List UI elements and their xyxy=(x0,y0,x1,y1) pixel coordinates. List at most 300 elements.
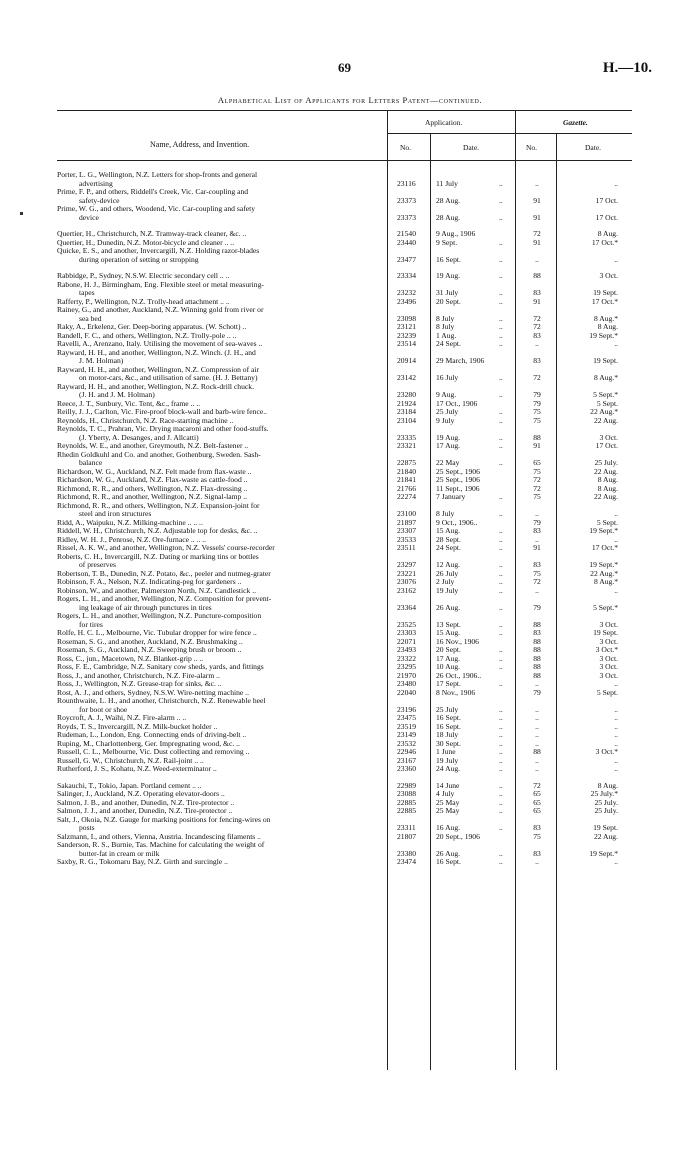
gazette-number: 91 xyxy=(533,296,541,306)
gazette-date: 8 Aug.* xyxy=(593,313,618,323)
applicant-line-1: Quicke, E. S., and another, Invercargill, N.Z. Holding razor-blades xyxy=(57,246,260,255)
application-date: 11 July xyxy=(436,178,458,188)
application-number: 21841 xyxy=(397,475,416,484)
application-date: 19 July xyxy=(436,755,459,765)
gazette-number: 75 xyxy=(533,831,541,841)
application-date: 16 Sept. xyxy=(436,713,461,722)
gazette-number: 83 xyxy=(533,823,541,832)
application-date: 17 Oct., 1906 xyxy=(436,398,478,408)
applicant-line-1: Ridd, A., Waipuku, N.Z. Milking-machine .. .. .. xyxy=(57,517,203,527)
application-number: 23322 xyxy=(397,653,416,663)
gazette-date: .. xyxy=(614,509,618,518)
application-date-leader: .. xyxy=(499,237,503,247)
gazette-number: 65 xyxy=(533,789,541,798)
applicant-line-1: Roseman, S. G., and another, Auckland, N.Z. Brushmaking .. xyxy=(57,636,243,646)
header-gazette-no: No. xyxy=(526,143,538,152)
gazette-date: .. xyxy=(614,738,618,748)
applicant-row xyxy=(0,697,700,714)
applicant-row xyxy=(0,841,700,858)
applicant-row xyxy=(0,816,700,833)
gazette-date: 8 Aug. xyxy=(597,483,618,493)
gazette-date: 3 Oct. xyxy=(599,636,618,646)
gazette-number: .. xyxy=(535,509,539,518)
application-date-leader: .. xyxy=(499,339,503,348)
applicant-line-1: Ross, J., Wellington, N.Z. Grease-trap for sinks, &c. .. xyxy=(57,679,222,688)
application-number: 22274 xyxy=(397,492,416,501)
subheader-rule xyxy=(387,133,632,134)
application-date-leader: .. xyxy=(499,492,503,501)
application-date: 24 Sept. xyxy=(436,339,461,348)
application-date: 17 Aug. xyxy=(436,441,461,450)
gazette-date: 22 Aug. xyxy=(593,492,618,501)
applicant-line-1: Roycroft, A. J., Waihi, N.Z. Fire-alarm .. .. xyxy=(57,713,187,722)
application-number: 23167 xyxy=(397,755,416,765)
application-date-leader: .. xyxy=(499,509,503,518)
application-number: 23239 xyxy=(397,330,416,340)
applicant-line-2: safety-device xyxy=(79,195,120,205)
gazette-number: 79 xyxy=(533,398,541,408)
application-number: 23307 xyxy=(397,526,416,535)
gazette-number: 75 xyxy=(533,492,541,501)
document-reference: H.—10. xyxy=(602,60,652,76)
gazette-date: 5 Sept.* xyxy=(593,390,618,399)
application-number: 22875 xyxy=(397,458,416,467)
application-date-leader: .. xyxy=(499,288,503,297)
application-number: 20914 xyxy=(397,356,416,365)
application-number: 22040 xyxy=(397,687,416,697)
applicant-line-2: during operation of setting or stropping xyxy=(79,254,199,264)
applicant-line-1: Reynolds, W. E., and another, Greymouth, N.Z. Belt-fastener .. xyxy=(57,441,249,450)
applicant-line-1: Ridley, W. H. J., Penrose, N.Z. Ore-furnace .. .. .. xyxy=(57,534,207,544)
applicant-line-2: for boot or shoe xyxy=(79,704,128,714)
applicant-name-invention xyxy=(57,595,385,612)
applicant-line-2: advertising xyxy=(79,178,113,188)
applicant-line-1: Reece, J. T., Sunbury, Vic. Tent, &c., frame .. .. xyxy=(57,398,201,408)
applicant-name-invention xyxy=(57,205,385,222)
application-date-leader: .. xyxy=(499,195,503,205)
applicant-row xyxy=(0,247,700,264)
application-date-leader: .. xyxy=(499,738,503,748)
application-date-leader: .. xyxy=(499,713,503,722)
application-date-leader: .. xyxy=(499,662,503,671)
applicant-line-1: Sanderson, R. S., Burnie, Tas. Machine for calculating the weight of xyxy=(57,840,265,849)
gazette-date: .. xyxy=(614,254,618,264)
application-date-leader: .. xyxy=(499,602,503,612)
gazette-date: 17 Oct.* xyxy=(591,296,618,306)
application-number: 23311 xyxy=(397,823,416,832)
application-number: 23297 xyxy=(397,560,416,569)
application-number: 23532 xyxy=(397,738,416,748)
gazette-number: 75 xyxy=(533,568,541,578)
gazette-number: 91 xyxy=(533,195,541,205)
applicant-name-invention xyxy=(57,247,385,264)
applicant-line-1: Russell, C. L., Melbourne, Vic. Dust collecting and removing .. xyxy=(57,747,250,756)
applicant-row xyxy=(0,425,700,442)
applicant-line-1: Roseman, S. G., Auckland, N.Z. Sweeping brush or broom .. xyxy=(57,645,242,654)
gazette-date: 8 Aug. xyxy=(597,780,618,790)
application-number: 23477 xyxy=(397,254,416,264)
gazette-number: 79 xyxy=(533,602,541,612)
application-date-leader: .. xyxy=(499,407,503,416)
gazette-date: .. xyxy=(614,704,618,714)
applicant-line-2: (J. H. and J. M. Holman) xyxy=(79,390,155,399)
header-bottom-rule xyxy=(57,160,632,161)
applicant-line-1: Rogers, L. H., and another, Wellington, N.Z. Puncture-composition xyxy=(57,611,262,620)
application-date: 8 July xyxy=(436,313,455,323)
gazette-date: 22 Aug. xyxy=(593,466,618,476)
application-date: 9 Aug. xyxy=(436,390,457,399)
applicant-row xyxy=(0,205,700,222)
application-number: 23196 xyxy=(397,704,416,714)
applicant-line-1: Prime, W. G., and others, Woodend, Vic. Car-coupling and safety xyxy=(57,204,256,213)
application-number: 23100 xyxy=(397,509,416,518)
application-date: 9 Aug., 1906 xyxy=(436,229,476,238)
applicant-line-1: Reynolds, H., Christchurch, N.Z. Race-starting machine .. xyxy=(57,415,234,425)
gazette-number: 65 xyxy=(533,797,541,807)
application-date-leader: .. xyxy=(499,789,503,798)
applicant-line-2: for tires xyxy=(79,619,103,629)
gazette-date: 3 Oct. xyxy=(599,619,618,629)
application-date-leader: .. xyxy=(499,254,503,264)
application-number: 23116 xyxy=(397,178,416,188)
application-number: 21807 xyxy=(397,831,416,841)
application-date: 22 May xyxy=(436,458,460,467)
gazette-number: .. xyxy=(535,857,539,866)
application-date: 26 Aug. xyxy=(436,602,461,612)
application-date-leader: .. xyxy=(499,857,503,866)
application-number: 23184 xyxy=(397,407,416,416)
application-date: 20 Sept., 1906 xyxy=(436,831,480,841)
applicant-name-invention xyxy=(57,188,385,205)
application-number: 22885 xyxy=(397,806,416,815)
gazette-number: 91 xyxy=(533,441,541,450)
gazette-date: 17 Oct.* xyxy=(591,237,618,247)
applicant-name-invention xyxy=(57,502,385,519)
gazette-number: 88 xyxy=(533,645,541,654)
application-number: 23232 xyxy=(397,288,416,297)
application-date: 9 Oct., 1906.. xyxy=(436,517,478,527)
gazette-date: .. xyxy=(614,764,618,773)
application-date: 25 July xyxy=(436,407,459,416)
application-date: 30 Sept. xyxy=(436,738,461,748)
application-date: 12 Aug. xyxy=(436,560,461,569)
applicant-line-1: Rissel, A. K. W., and another, Wellington, N.Z. Vessels' course-recorder xyxy=(57,543,275,552)
gazette-date: 3 Oct. xyxy=(599,432,618,442)
applicant-line-1: Rabone, H. J., Birmingham, Eng. Flexible steel or metal measuring- xyxy=(57,279,264,289)
applicant-line-2: J. M. Holman) xyxy=(79,356,124,365)
applicant-line-1: Rainey, G., and another, Auckland, N.Z. Winning gold from river or xyxy=(57,305,264,314)
application-date-leader: .. xyxy=(499,212,503,222)
applicant-row xyxy=(0,595,700,612)
application-number: 21970 xyxy=(397,670,416,680)
gazette-number: 83 xyxy=(533,288,541,297)
application-number: 23321 xyxy=(397,441,416,450)
application-number: 21840 xyxy=(397,466,416,476)
gazette-date: 5 Sept. xyxy=(596,398,618,408)
gazette-date: 19 Sept. xyxy=(593,288,618,297)
applicant-row xyxy=(0,349,700,366)
application-date: 11 Sept., 1906 xyxy=(436,483,480,493)
applicant-line-2: posts xyxy=(79,823,95,832)
application-number: 23162 xyxy=(397,585,416,595)
applicant-line-1: Rabbidge, P., Sydney, N.S.W. Electric secondary cell .. .. xyxy=(57,271,230,280)
application-date-leader: .. xyxy=(499,271,503,280)
application-date: 29 March, 1906 xyxy=(436,356,485,365)
applicant-line-2: balance xyxy=(79,458,103,467)
applicant-row xyxy=(0,765,700,774)
application-number: 23104 xyxy=(397,415,416,425)
applicant-row xyxy=(0,366,700,383)
gazette-number: 83 xyxy=(533,330,541,340)
applicant-line-1: Robinson, F. A., Nelson, N.Z. Indicating-peg for gardeners .. xyxy=(57,577,242,586)
applicant-line-1: Rogers, L. H., and another, Wellington, N.Z. Composition for prevent- xyxy=(57,594,272,603)
application-date-leader: .. xyxy=(499,322,503,331)
application-date-leader: .. xyxy=(499,534,503,544)
applicant-line-1: Rutherford, J. S., Kohatu, N.Z. Weed-exterminator .. xyxy=(57,764,217,773)
application-date-leader: .. xyxy=(499,704,503,714)
application-date-leader: .. xyxy=(499,764,503,773)
applicant-line-1: Salmon, J. B., and another, Dunedin, N.Z. Tire-protector .. xyxy=(57,797,235,807)
application-date-leader: .. xyxy=(499,526,503,535)
gazette-number: 83 xyxy=(533,628,541,637)
gazette-date: 8 Aug.* xyxy=(593,577,618,586)
gazette-number: 75 xyxy=(533,415,541,425)
application-date: 25 Sept., 1906 xyxy=(436,466,480,476)
gazette-date: .. xyxy=(614,679,618,688)
gazette-number: 88 xyxy=(533,619,541,629)
gazette-number: .. xyxy=(535,178,539,188)
application-number: 23098 xyxy=(397,313,416,323)
header-app-date: Date. xyxy=(463,143,480,152)
gazette-date: 25 July.* xyxy=(590,789,618,798)
header-top-rule xyxy=(57,110,632,111)
gazette-date: 19 Sept.* xyxy=(589,848,618,858)
gazette-number: 83 xyxy=(533,848,541,858)
application-date: 9 Sept. xyxy=(436,237,458,247)
gazette-number: 91 xyxy=(533,237,541,247)
application-date-leader: .. xyxy=(499,645,503,654)
applicant-line-1: Rayward, H. H., and another, Wellington, N.Z. Winch. (J. H., and xyxy=(57,347,256,357)
application-date-leader: .. xyxy=(499,806,503,815)
gazette-number: 88 xyxy=(533,670,541,680)
gazette-date: .. xyxy=(614,730,618,739)
applicant-line-1: Rayward, H. H., and another, Wellington, N.Z. Compression of air xyxy=(57,364,260,374)
applicant-line-1: Quertier, H., Dunedin, N.Z. Motor-bicycle and cleaner .. .. xyxy=(57,237,235,247)
application-date: 28 Aug. xyxy=(436,212,461,222)
gazette-number: 91 xyxy=(533,543,541,552)
gazette-number: 79 xyxy=(533,517,541,527)
application-date-leader: .. xyxy=(499,441,503,450)
applicant-line-2: butter-fat in cream or milk xyxy=(79,848,160,858)
applicant-line-2: sea bed xyxy=(79,313,102,323)
application-number: 23519 xyxy=(397,721,416,731)
page-number: 69 xyxy=(338,60,351,75)
applicant-name-invention xyxy=(57,171,385,188)
gazette-date: 25 July. xyxy=(594,797,618,807)
application-number: 21540 xyxy=(397,229,416,238)
application-number: 23364 xyxy=(397,602,416,612)
application-date: 4 July xyxy=(436,789,455,798)
application-date-leader: .. xyxy=(499,730,503,739)
application-number: 23149 xyxy=(397,730,416,739)
gazette-date: .. xyxy=(614,339,618,348)
applicant-line-1: Randell, F. C., and others, Wellington, N.Z. Trolly-pole .. .. xyxy=(57,330,237,340)
application-number: 23525 xyxy=(397,619,416,629)
gazette-date: 22 Aug.* xyxy=(590,568,618,578)
gazette-number: .. xyxy=(535,713,539,722)
application-number: 23121 xyxy=(397,322,416,331)
gazette-date: 19 Sept. xyxy=(593,628,618,637)
application-date: 24 Sept. xyxy=(436,543,461,552)
applicant-row xyxy=(0,612,700,629)
application-number: 22946 xyxy=(397,747,416,756)
application-date: 17 Aug. xyxy=(436,653,461,663)
gazette-number: 65 xyxy=(533,458,541,467)
gazette-number: 72 xyxy=(533,577,541,586)
gazette-number: 72 xyxy=(533,780,541,790)
application-date: 28 Aug. xyxy=(436,195,461,205)
gazette-number: .. xyxy=(535,534,539,544)
gazette-number: .. xyxy=(535,679,539,688)
application-date: 8 July xyxy=(436,322,455,331)
application-number: 23511 xyxy=(397,543,416,552)
applicant-line-1: Rost, A. J., and others, Sydney, N.S.W. Wire-netting machine .. xyxy=(57,687,249,697)
gazette-number: 83 xyxy=(533,526,541,535)
applicant-row xyxy=(0,451,700,468)
application-date: 15 Aug. xyxy=(436,628,461,637)
application-date-leader: .. xyxy=(499,568,503,578)
gazette-date: 19 Sept. xyxy=(593,356,618,365)
application-number: 23076 xyxy=(397,577,416,586)
application-date-leader: .. xyxy=(499,628,503,637)
application-date: 25 July xyxy=(436,704,459,714)
gazette-date: 3 Oct. xyxy=(599,271,618,280)
applicant-line-2: of preserves xyxy=(79,560,116,569)
application-number: 23280 xyxy=(397,390,416,399)
application-number: 23335 xyxy=(397,432,416,442)
applicant-line-1: Quertier, H., Christchurch, N.Z. Tramway-track cleaner, &c. .. xyxy=(57,229,247,238)
applicant-name-invention xyxy=(57,306,385,323)
applicant-line-1: Rafferty, P., Wellington, N.Z. Trolly-head attachment .. .. xyxy=(57,296,230,306)
application-date: 31 July xyxy=(436,288,459,297)
gazette-number: .. xyxy=(535,704,539,714)
application-date-leader: .. xyxy=(499,432,503,442)
gazette-number: 72 xyxy=(533,475,541,484)
application-date: 24 Aug. xyxy=(436,764,461,773)
application-number: 23440 xyxy=(397,237,416,247)
application-number: 23474 xyxy=(397,857,416,866)
gazette-date: 3 Oct. xyxy=(599,670,618,680)
applicant-line-1: Porter, L. G., Wellington, N.Z. Letters for shop-fronts and general xyxy=(57,170,258,179)
gazette-date: 19 Sept. xyxy=(593,823,618,832)
application-date: 20 Sept. xyxy=(436,645,461,654)
application-date: 10 Aug. xyxy=(436,662,461,671)
applicant-line-1: Ravelli, A., Arenzano, Italy. Utilising the movement of sea-waves .. xyxy=(57,339,263,348)
gazette-number: 88 xyxy=(533,662,541,671)
applicant-line-2: steel and iron structures xyxy=(79,509,152,518)
applicant-name-invention xyxy=(57,366,385,383)
applicants-list xyxy=(0,171,700,867)
gazette-number: .. xyxy=(535,585,539,595)
gazette-date: .. xyxy=(614,755,618,765)
gazette-number: 72 xyxy=(533,313,541,323)
application-date-leader: .. xyxy=(499,560,503,569)
gazette-date: 5 Sept.* xyxy=(593,602,618,612)
application-date: 17 Sept. xyxy=(436,679,461,688)
header-gazette-date: Date. xyxy=(585,143,602,152)
application-date-leader: .. xyxy=(499,458,503,467)
applicant-name-invention xyxy=(57,425,385,442)
gazette-date: 22 Aug. xyxy=(593,415,618,425)
application-date: 8 Nov., 1906 xyxy=(436,687,476,697)
gazette-date: 8 Aug. xyxy=(597,229,618,238)
application-date-leader: .. xyxy=(499,330,503,340)
application-date: 16 Sept. xyxy=(436,857,461,866)
applicant-name-invention xyxy=(57,765,385,774)
gazette-date: .. xyxy=(614,585,618,595)
gazette-date: 3 Oct. xyxy=(599,662,618,671)
applicant-line-1: Rayward, H. H., and another, Wellington, N.Z. Rock-drill chuck. xyxy=(57,381,254,391)
application-date: 25 May xyxy=(436,806,460,815)
application-date-leader: .. xyxy=(499,780,503,790)
gazette-date: 3 Oct.* xyxy=(595,747,618,756)
application-date: 20 Sept. xyxy=(436,296,461,306)
applicant-name-invention xyxy=(57,349,385,366)
gazette-number: 75 xyxy=(533,407,541,416)
application-date: 14 June xyxy=(436,780,460,790)
application-date-leader: .. xyxy=(499,679,503,688)
applicant-row xyxy=(0,171,700,188)
application-number: 23380 xyxy=(397,848,416,858)
application-date: 19 Aug. xyxy=(436,271,461,280)
application-date: 26 Oct., 1906.. xyxy=(436,670,482,680)
applicant-line-2: (J. Yberty, A. Desanges, and J. Allcatti) xyxy=(79,432,199,442)
application-number: 23142 xyxy=(397,373,416,382)
application-number: 23334 xyxy=(397,271,416,280)
applicant-name-invention xyxy=(57,553,385,570)
applicant-line-1: Riddell, W. H., Christchurch, N.Z. Adjustable top for desks, &c. .. xyxy=(57,526,258,535)
application-date-leader: .. xyxy=(499,797,503,807)
application-number: 23360 xyxy=(397,764,416,773)
application-date: 9 July xyxy=(436,415,455,425)
gazette-date: 17 Oct. xyxy=(595,441,618,450)
application-date: 16 Sept. xyxy=(436,721,461,731)
application-number: 23373 xyxy=(397,212,416,222)
gazette-date: 5 Sept. xyxy=(596,517,618,527)
application-date-leader: .. xyxy=(499,543,503,552)
gazette-number: .. xyxy=(535,738,539,748)
application-number: 22071 xyxy=(397,636,416,646)
application-date-leader: .. xyxy=(499,848,503,858)
applicant-name-invention xyxy=(57,451,385,468)
applicant-line-1: Royds, T. S., Invercargill, N.Z. Milk-bucket holder .. xyxy=(57,721,218,731)
applicant-line-1: Reynolds, T. C., Prahran, Vic. Drying macaroni and other food-stuffs. xyxy=(57,424,269,433)
header-app-no: No. xyxy=(400,143,412,152)
applicant-line-1: Robertson, T. B., Dunedin, N.Z. Potato, &c., peeler and nutmeg-grater xyxy=(57,568,271,578)
applicant-line-1: Rounthwaite, L. H., and another, Christchurch, N.Z. Renewable heel xyxy=(57,696,266,705)
gazette-date: 17 Oct. xyxy=(595,195,618,205)
gazette-number: .. xyxy=(535,254,539,264)
gazette-number: .. xyxy=(535,764,539,773)
gazette-date: 19 Sept.* xyxy=(589,560,618,569)
application-date: 18 July xyxy=(436,730,459,739)
gazette-number: 65 xyxy=(533,806,541,815)
gazette-number: 72 xyxy=(533,322,541,331)
gazette-date: 19 Sept.* xyxy=(589,526,618,535)
applicant-line-1: Salt, J., Okoia, N.Z. Gauge for marking positions for fencing-wires on xyxy=(57,814,271,824)
gazette-date: 25 July. xyxy=(594,458,618,467)
gazette-date: .. xyxy=(614,713,618,722)
